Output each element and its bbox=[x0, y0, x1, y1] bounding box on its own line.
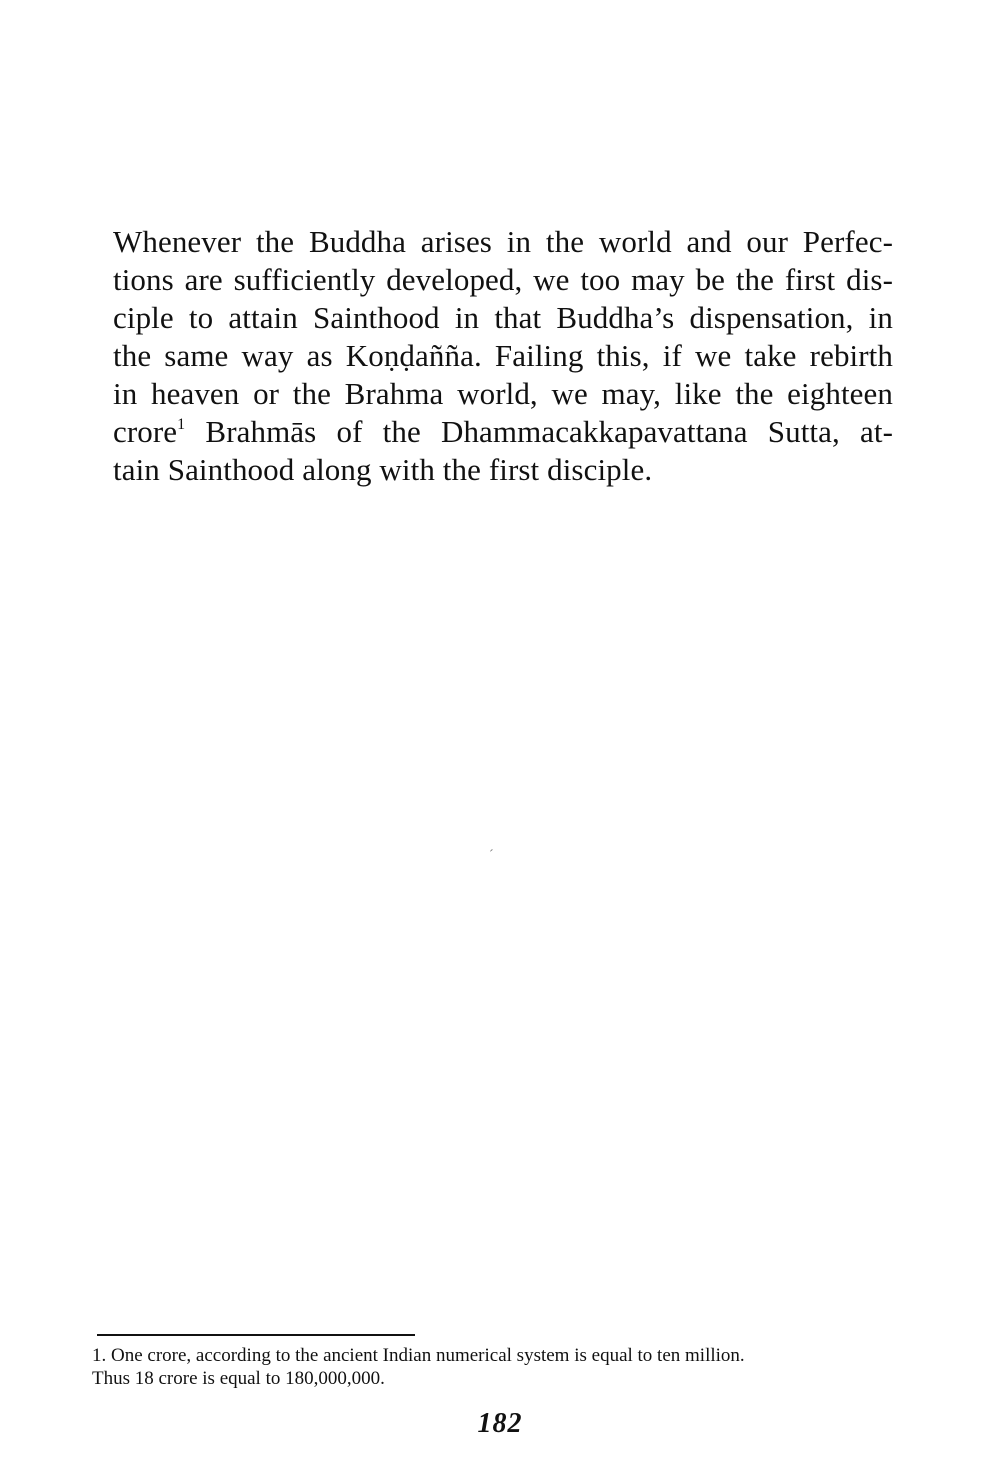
footnote bbox=[92, 1344, 892, 1390]
paragraph-line-with-footnote-ref bbox=[113, 413, 893, 451]
scan-speck-mark: ˊ bbox=[489, 848, 494, 863]
paragraph-line: tions are sufficiently developed, we too may be the first dis- bbox=[113, 262, 893, 297]
footnote-reference: 1 bbox=[177, 415, 186, 433]
paragraph-line: in heaven or the Brahma world, we may, like the eighteen bbox=[113, 376, 893, 411]
paragraph-line: tain Sainthood along with the first disciple. bbox=[113, 452, 653, 487]
footnote-line: 1. One crore, according to the ancient Indian numerical system is equal to ten million. bbox=[92, 1345, 745, 1366]
paragraph-line: the same way as Koṇḍañña. Failing this, if we take rebirth bbox=[113, 338, 893, 373]
footnote-line: Thus 18 crore is equal to 180,000,000. bbox=[92, 1368, 385, 1389]
main-paragraph bbox=[113, 223, 893, 489]
line-rest-text: Brahmās of the Dhammacakkapavattana Sutta, at- bbox=[185, 414, 893, 449]
footnote-divider bbox=[97, 1334, 415, 1336]
page-number: 182 bbox=[477, 1408, 523, 1439]
paragraph-line: Whenever the Buddha arises in the world and our Perfec- bbox=[113, 224, 893, 259]
line-start-text: crore bbox=[113, 414, 178, 449]
paragraph-line: ciple to attain Sainthood in that Buddha’s dispensation, in bbox=[113, 300, 893, 335]
